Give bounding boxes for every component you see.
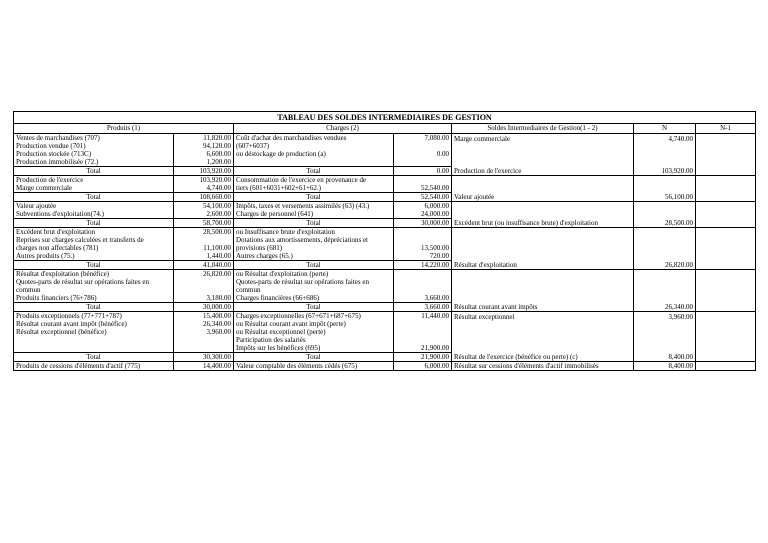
produit-label: Subventions d'exploitation(74.) xyxy=(16,210,104,218)
produit-label: Résultat exceptionnel (bénéfice) xyxy=(16,328,107,336)
cessions-charge-label: Valeur comptable des éléments cédés (675) xyxy=(234,362,394,371)
charges-total-label: Total xyxy=(234,303,394,312)
charge-label: Charges de personnel (641) xyxy=(236,210,314,218)
produits-total-value: 30,000.00 xyxy=(174,303,234,312)
charges-labels xyxy=(234,176,394,193)
solde-n-value: 8,400.00 xyxy=(668,353,693,361)
charge-value xyxy=(396,278,449,286)
produit-value: 3,180.00 xyxy=(206,294,231,302)
produit-value: 1,200.00 xyxy=(206,158,231,166)
solde-n-1-value xyxy=(698,167,753,175)
produits-total-value: 103,920.00 xyxy=(174,167,234,176)
charge-label: ou déstockage de production (a) xyxy=(236,150,326,158)
section-row xyxy=(14,202,756,219)
charge-label: Charges financières (66+686) xyxy=(236,294,320,302)
charge-value xyxy=(396,176,449,184)
produit-value: 26,340.00 xyxy=(203,320,231,328)
soldes-n xyxy=(634,202,696,228)
produit-label: Production stockée (713C) xyxy=(16,150,92,158)
soldes-labels xyxy=(452,202,634,228)
soldes-n xyxy=(634,134,696,176)
produit-label: Valeur ajoutée xyxy=(16,202,57,210)
produits-total-label: Total xyxy=(14,303,174,312)
produit-label: Reprises sur charges calculées et transferts de xyxy=(16,236,144,244)
cessions-solde-n-1 xyxy=(696,362,756,371)
charge-value xyxy=(396,270,449,278)
soldes-labels xyxy=(452,270,634,312)
produit-value xyxy=(176,278,231,286)
charges-total-value: 30,000.00 xyxy=(394,219,452,228)
produits-labels xyxy=(14,134,174,167)
charge-label: Consommation de l'exercice en provenance de xyxy=(236,176,367,184)
produit-label: Produits financiers (76+786) xyxy=(16,294,97,302)
charge-label: provisions (681) xyxy=(236,244,283,252)
charge-label: Impôts, taxes et versements assimilés (63) (43.) xyxy=(236,202,370,210)
produit-label: Excédent brut d'exploitation xyxy=(16,228,96,236)
produit-label: commun xyxy=(16,286,41,294)
cessions-solde-n: 8,400.00 xyxy=(634,362,696,371)
soldes-n-1 xyxy=(696,270,756,312)
charge-label: tiers (601+6031+602+61+62.) xyxy=(236,184,322,192)
charge-label: ou Résultat d'exploitation (perte) xyxy=(236,270,329,278)
header-charges: Charges (2) xyxy=(234,124,452,134)
cessions-row xyxy=(14,362,756,371)
charge-value xyxy=(396,336,449,344)
charge-value: 3,660.00 xyxy=(424,294,449,302)
produit-label: Produits exceptionnels (77+771+787) xyxy=(16,312,122,320)
solde-n-value: 26,340.00 xyxy=(665,303,693,311)
produit-value: 54,100.00 xyxy=(203,202,231,210)
cessions-charge-value: 6,000.00 xyxy=(394,362,452,371)
produits-total-value: 41,040.00 xyxy=(174,261,234,270)
charges-values xyxy=(394,176,452,193)
produits-total-label: Total xyxy=(14,261,174,270)
cessions-solde-label: Résultat sur cessions d'éléments d'actif immobilisés xyxy=(452,362,634,371)
charges-labels xyxy=(234,312,394,353)
produit-label: Production vendue (701) xyxy=(16,142,86,150)
solde-label: Excédent brut (ou insuffisance brute) d'exploitation xyxy=(454,219,599,227)
soldes-n xyxy=(634,312,696,362)
charge-value xyxy=(396,328,449,336)
charge-label: Participation des salariés xyxy=(236,336,306,344)
produits-values xyxy=(174,228,234,261)
produit-label: Quotes-parts de résultat sur opérations faites en xyxy=(16,278,149,286)
produits-total-label: Total xyxy=(14,353,174,362)
produit-value: 103,920.00 xyxy=(199,176,231,184)
charges-total-value: 21,900.00 xyxy=(394,353,452,362)
charge-value: 21,900.00 xyxy=(421,344,449,352)
produit-value xyxy=(176,286,231,294)
soldes-labels xyxy=(452,134,634,176)
charge-value xyxy=(396,286,449,294)
charge-value: 6,000.00 xyxy=(424,202,449,210)
produit-value xyxy=(176,236,231,244)
produits-values xyxy=(174,270,234,303)
charges-values xyxy=(394,312,452,353)
section-row xyxy=(14,270,756,303)
charge-label: ou Résultat exceptionnel (perte) xyxy=(236,328,326,336)
header-soldes: Soldes Intermediaires de Gestion(1 - 2) xyxy=(452,124,634,134)
solde-n-1-value xyxy=(698,261,753,269)
solde-n-1-value xyxy=(698,353,753,361)
charges-labels xyxy=(234,228,394,261)
soldes-n-1 xyxy=(696,202,756,228)
soldes-n xyxy=(634,228,696,270)
charges-values xyxy=(394,228,452,261)
solde-n-value: 26,820.00 xyxy=(665,261,693,269)
charge-label: Charges exceptionnelles (67+671+687+675) xyxy=(236,312,361,320)
produit-value: 1,440.00 xyxy=(206,252,231,260)
solde-n-1-value xyxy=(698,303,753,311)
produits-values xyxy=(174,312,234,353)
charge-value: 720.00 xyxy=(429,252,449,260)
produits-labels xyxy=(14,312,174,353)
produit-value: 11,820.00 xyxy=(203,134,231,142)
charge-label: Coût d'achat des marchandises vendues xyxy=(236,134,347,142)
charge-label: Autres charges (65.) xyxy=(236,252,293,260)
soldes-n-1 xyxy=(696,134,756,176)
soldes-labels xyxy=(452,312,634,362)
section-row xyxy=(14,312,756,353)
charge-label: Impôts sur les bénéfices (695) xyxy=(236,344,321,352)
charge-value xyxy=(396,236,449,244)
charge-label: (607+6037) xyxy=(236,142,270,150)
charges-total-value: 0.00 xyxy=(394,167,452,176)
solde-label: Valeur ajoutée xyxy=(454,193,495,201)
charges-values xyxy=(394,134,452,167)
produit-label: Production immobilisée (72.) xyxy=(16,158,99,166)
sig-table xyxy=(13,111,756,371)
charges-labels xyxy=(234,270,394,303)
produits-total-label: Total xyxy=(14,219,174,228)
charge-value xyxy=(396,320,449,328)
charges-total-label: Total xyxy=(234,261,394,270)
produits-total-label: Total xyxy=(14,193,174,202)
produit-value: 4,740.00 xyxy=(206,184,231,192)
charges-total-value: 3,660.00 xyxy=(394,303,452,312)
charge-label: Dotations aux amortissements, dépréciations et xyxy=(236,236,368,244)
produit-value: 11,100.00 xyxy=(203,244,231,252)
produit-value: 26,820.00 xyxy=(203,270,231,278)
solde-n-value: 103,920.00 xyxy=(661,167,693,175)
produits-labels xyxy=(14,176,174,193)
charges-total-label: Total xyxy=(234,193,394,202)
section-row xyxy=(14,228,756,261)
produits-values xyxy=(174,202,234,219)
produits-total-value: 108,660.00 xyxy=(174,193,234,202)
produit-value: 15,400.00 xyxy=(203,312,231,320)
solde-label: Marge commerciale xyxy=(454,135,511,143)
produits-labels xyxy=(14,270,174,303)
produit-value: 94,120.00 xyxy=(203,142,231,150)
charges-total-label: Total xyxy=(234,219,394,228)
produit-label: Résultat d'exploitation (bénéfice) xyxy=(16,270,110,278)
charge-label: Quotes-parts de résultat sur opérations faites en xyxy=(236,278,369,286)
charge-label: ou Résultat courant avant impôt (perte) xyxy=(236,320,346,328)
soldes-intermediaires-sheet xyxy=(13,111,755,371)
charge-value: 24,000.00 xyxy=(421,210,449,218)
produit-label: Production de l'exercice xyxy=(16,176,84,184)
soldes-n-1 xyxy=(696,228,756,270)
charge-value: 7,080.00 xyxy=(424,134,449,142)
produit-label: Résultat courant avant impôt (bénéfice) xyxy=(16,320,127,328)
charges-total-value: 52,540.00 xyxy=(394,193,452,202)
charges-labels xyxy=(234,134,394,167)
charge-value xyxy=(396,158,449,166)
solde-n-1-value xyxy=(698,219,753,227)
header-n: N xyxy=(634,124,696,134)
table-title: TABLEAU DES SOLDES INTERMEDIAIRES DE GESTION xyxy=(14,112,756,124)
charge-value xyxy=(396,228,449,236)
solde-label: Production de l'exercice xyxy=(454,167,522,175)
charges-values xyxy=(394,202,452,219)
produit-value: 28,500.00 xyxy=(203,228,231,236)
charges-total-label: Total xyxy=(234,353,394,362)
solde-label: Résultat d'exploitation xyxy=(454,261,517,269)
produit-value: 3,960.00 xyxy=(206,328,231,336)
soldes-n xyxy=(634,270,696,312)
cessions-produit-value: 14,400.00 xyxy=(174,362,234,371)
produit-value: 6,600.00 xyxy=(206,150,231,158)
solde-label: Résultat exceptionnel xyxy=(454,313,515,321)
produits-values xyxy=(174,176,234,193)
charges-labels xyxy=(234,202,394,219)
charges-total-value: 14,220.00 xyxy=(394,261,452,270)
soldes-n-1 xyxy=(696,312,756,362)
charge-value: 52,540.00 xyxy=(421,184,449,192)
produit-value: 2,600.00 xyxy=(206,210,231,218)
produits-labels xyxy=(14,228,174,261)
section-row xyxy=(14,176,756,193)
soldes-labels xyxy=(452,228,634,270)
solde-n-value: 56,100.00 xyxy=(665,193,693,201)
solde-n-1-value xyxy=(698,313,753,321)
charges-values xyxy=(394,270,452,303)
solde-n-value: 28,500.00 xyxy=(665,219,693,227)
produits-total-value: 58,700.00 xyxy=(174,219,234,228)
produit-label: Autres produits (75.) xyxy=(16,252,75,260)
charge-value: 0.00 xyxy=(436,150,449,158)
soldes-n xyxy=(634,176,696,202)
solde-n-1-value xyxy=(698,135,753,143)
produits-total-label: Total xyxy=(14,167,174,176)
produits-values xyxy=(174,134,234,167)
produits-labels xyxy=(14,202,174,219)
produits-total-value: 30,300.00 xyxy=(174,353,234,362)
produit-label: Ventes de marchandises (707) xyxy=(16,134,100,142)
charge-value: 13,500.00 xyxy=(421,244,449,252)
solde-n-value: 3,960.00 xyxy=(668,313,693,321)
solde-n-value: 4,740.00 xyxy=(668,135,693,143)
section-row xyxy=(14,134,756,167)
charges-total-label: Total xyxy=(234,167,394,176)
produit-label: Marge commerciale xyxy=(16,184,73,192)
cessions-produit-label: Produits de cessions d'éléments d'actif (775) xyxy=(14,362,174,371)
solde-label: Résultat courant avant impôts xyxy=(454,303,538,311)
solde-n-1-value xyxy=(698,193,753,201)
soldes-labels xyxy=(452,176,634,202)
header-produits: Produits (1) xyxy=(14,124,234,134)
charge-label: ou Insuffisance brute d'exploitation xyxy=(236,228,335,236)
produit-label: charges non affectables (781) xyxy=(16,244,99,252)
solde-label: Résultat de l'exercice (bénéfice ou perte) (c) xyxy=(454,353,578,361)
charge-label: commun xyxy=(236,286,261,294)
soldes-n-1 xyxy=(696,176,756,202)
charge-label xyxy=(236,158,391,166)
charge-value: 11,440.00 xyxy=(421,312,449,320)
charge-value xyxy=(396,142,449,150)
header-n-1: N-1 xyxy=(696,124,756,134)
